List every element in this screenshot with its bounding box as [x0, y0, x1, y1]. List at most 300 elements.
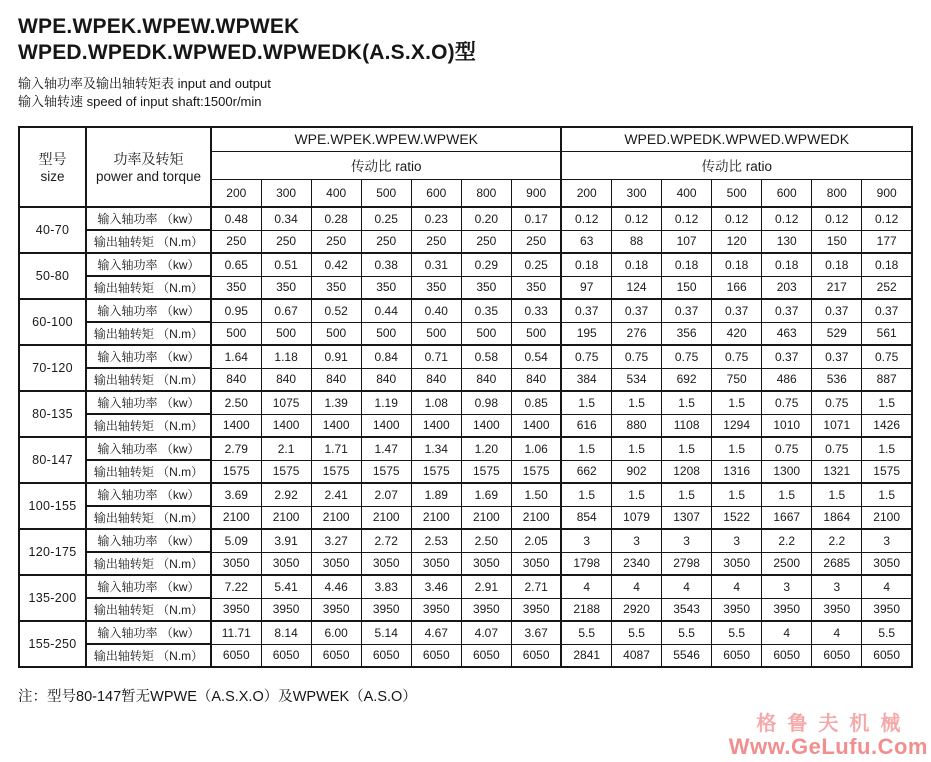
torque-value-cell: 854	[561, 506, 611, 529]
row-label-torque: 输出轴转矩 （N.m）	[86, 644, 211, 667]
torque-value-cell: 1400	[361, 414, 411, 437]
power-value-cell: 4	[862, 575, 912, 598]
torque-value-cell: 2100	[211, 506, 261, 529]
power-value-cell: 0.54	[511, 345, 561, 368]
size-cell: 100-155	[19, 483, 86, 529]
ratio-value-header: 600	[411, 179, 461, 207]
power-value-cell: 2.1	[261, 437, 311, 460]
power-value-cell: 1.5	[862, 437, 912, 460]
torque-value-cell: 2100	[511, 506, 561, 529]
row-label-torque: 输出轴转矩 （N.m）	[86, 276, 211, 299]
torque-value-cell: 2500	[762, 552, 812, 575]
col-header-power-torque-en: power and torque	[95, 168, 202, 184]
power-value-cell: 3	[862, 529, 912, 552]
power-value-cell: 1.5	[862, 391, 912, 414]
ratio-value-header: 500	[712, 179, 762, 207]
row-label-power: 输入轴功率 （kw）	[86, 621, 211, 644]
torque-value-cell: 6050	[812, 644, 862, 667]
power-value-cell: 0.18	[762, 253, 812, 276]
power-value-cell: 0.75	[762, 391, 812, 414]
torque-value-cell: 1316	[712, 460, 762, 483]
power-value-cell: 0.12	[662, 207, 712, 230]
torque-value-cell: 2340	[612, 552, 662, 575]
power-value-cell: 1.34	[411, 437, 461, 460]
torque-value-cell: 250	[261, 230, 311, 253]
power-value-cell: 2.05	[511, 529, 561, 552]
power-value-cell: 0.25	[511, 253, 561, 276]
power-value-cell: 4	[812, 621, 862, 644]
power-value-cell: 0.75	[612, 345, 662, 368]
power-value-cell: 2.07	[361, 483, 411, 506]
power-value-cell: 1.5	[812, 483, 862, 506]
torque-value-cell: 1575	[411, 460, 461, 483]
power-value-cell: 3	[662, 529, 712, 552]
power-value-cell: 3.69	[211, 483, 261, 506]
power-value-cell: 0.17	[511, 207, 561, 230]
power-value-cell: 3	[712, 529, 762, 552]
power-value-cell: 0.75	[812, 437, 862, 460]
watermark-url: Www.GeLufu.Com	[728, 733, 928, 759]
spec-table-head	[19, 127, 912, 207]
torque-value-cell: 1667	[762, 506, 812, 529]
torque-value-cell: 534	[612, 368, 662, 391]
torque-value-cell: 6050	[511, 644, 561, 667]
power-value-cell: 1.5	[612, 483, 662, 506]
torque-value-cell: 177	[862, 230, 912, 253]
power-value-cell: 1075	[261, 391, 311, 414]
torque-value-cell: 6050	[311, 644, 361, 667]
table-row	[19, 322, 912, 345]
torque-value-cell: 3050	[261, 552, 311, 575]
torque-value-cell: 6050	[411, 644, 461, 667]
torque-value-cell: 1575	[311, 460, 361, 483]
ratio-value-header: 900	[862, 179, 912, 207]
power-value-cell: 2.50	[461, 529, 511, 552]
power-value-cell: 1.06	[511, 437, 561, 460]
power-value-cell: 0.23	[411, 207, 461, 230]
torque-value-cell: 463	[762, 322, 812, 345]
power-value-cell: 0.35	[461, 299, 511, 322]
power-value-cell: 2.2	[762, 529, 812, 552]
power-value-cell: 5.5	[561, 621, 611, 644]
torque-value-cell: 500	[261, 322, 311, 345]
torque-value-cell: 3050	[311, 552, 361, 575]
power-value-cell: 4	[662, 575, 712, 598]
power-value-cell: 1.89	[411, 483, 461, 506]
power-value-cell: 2.79	[211, 437, 261, 460]
torque-value-cell: 840	[461, 368, 511, 391]
power-value-cell: 0.12	[812, 207, 862, 230]
table-row	[19, 506, 912, 529]
torque-value-cell: 3050	[862, 552, 912, 575]
power-value-cell: 0.18	[862, 253, 912, 276]
torque-value-cell: 2188	[561, 598, 611, 621]
col-header-power-torque-zh: 功率及转矩	[113, 150, 184, 167]
power-value-cell: 1.5	[561, 437, 611, 460]
ratio-value-header: 400	[311, 179, 361, 207]
col-header-size	[19, 127, 86, 207]
torque-value-cell: 350	[411, 276, 461, 299]
row-label-power: 输入轴功率 （kw）	[86, 345, 211, 368]
ratio-value-header: 200	[211, 179, 261, 207]
size-cell: 80-147	[19, 437, 86, 483]
watermark-text-zh: 格鲁夫机械	[756, 712, 912, 735]
power-value-cell: 1.5	[561, 391, 611, 414]
row-label-torque: 输出轴转矩 （N.m）	[86, 552, 211, 575]
torque-value-cell: 166	[712, 276, 762, 299]
torque-value-cell: 880	[612, 414, 662, 437]
power-value-cell: 1.5	[662, 391, 712, 414]
table-row	[19, 253, 912, 276]
power-value-cell: 3.27	[311, 529, 361, 552]
torque-value-cell: 840	[411, 368, 461, 391]
power-value-cell: 0.12	[612, 207, 662, 230]
power-value-cell: 2.53	[411, 529, 461, 552]
power-value-cell: 0.51	[261, 253, 311, 276]
size-cell: 135-200	[19, 575, 86, 621]
power-value-cell: 4.67	[411, 621, 461, 644]
ratio-value-header: 300	[612, 179, 662, 207]
ratio-value-header: 900	[511, 179, 561, 207]
power-value-cell: 0.40	[411, 299, 461, 322]
col-header-size-en: size	[40, 168, 65, 184]
torque-value-cell: 1522	[712, 506, 762, 529]
table-row	[19, 368, 912, 391]
power-value-cell: 0.75	[662, 345, 712, 368]
power-value-cell: 4	[762, 621, 812, 644]
power-value-cell: 2.72	[361, 529, 411, 552]
torque-value-cell: 3950	[862, 598, 912, 621]
torque-value-cell: 1300	[762, 460, 812, 483]
torque-value-cell: 692	[662, 368, 712, 391]
table-row	[19, 644, 912, 667]
row-label-torque: 输出轴转矩 （N.m）	[86, 598, 211, 621]
power-value-cell: 1.19	[361, 391, 411, 414]
table-row	[19, 391, 912, 414]
table-row	[19, 621, 912, 644]
power-value-cell: 0.37	[812, 299, 862, 322]
torque-value-cell: 500	[511, 322, 561, 345]
torque-value-cell: 840	[361, 368, 411, 391]
torque-value-cell: 150	[662, 276, 712, 299]
power-value-cell: 1.5	[561, 483, 611, 506]
page-subtitle-line2: 输入轴转速 speed of input shaft:1500r/min	[18, 94, 262, 109]
torque-value-cell: 1575	[511, 460, 561, 483]
torque-value-cell: 500	[461, 322, 511, 345]
torque-value-cell: 1208	[662, 460, 712, 483]
torque-value-cell: 4087	[612, 644, 662, 667]
table-row	[19, 207, 912, 230]
torque-value-cell: 1575	[461, 460, 511, 483]
power-value-cell: 0.42	[311, 253, 361, 276]
torque-value-cell: 2100	[361, 506, 411, 529]
torque-value-cell: 1575	[211, 460, 261, 483]
power-value-cell: 3.67	[511, 621, 561, 644]
power-value-cell: 0.31	[411, 253, 461, 276]
power-value-cell: 0.58	[461, 345, 511, 368]
power-value-cell: 1.71	[311, 437, 361, 460]
torque-value-cell: 6050	[712, 644, 762, 667]
power-value-cell: 3	[561, 529, 611, 552]
power-value-cell: 0.95	[211, 299, 261, 322]
section-header-wped: WPED.WPEDK.WPWED.WPWEDK	[561, 127, 912, 151]
torque-value-cell: 250	[461, 230, 511, 253]
power-value-cell: 0.75	[712, 345, 762, 368]
size-cell: 40-70	[19, 207, 86, 253]
ratio-value-header: 800	[461, 179, 511, 207]
torque-value-cell: 1798	[561, 552, 611, 575]
col-header-power-torque	[86, 127, 211, 207]
power-value-cell: 0.98	[461, 391, 511, 414]
power-value-cell: 0.67	[261, 299, 311, 322]
torque-value-cell: 250	[361, 230, 411, 253]
torque-value-cell: 217	[812, 276, 862, 299]
torque-value-cell: 250	[311, 230, 361, 253]
watermark	[729, 713, 928, 759]
torque-value-cell: 3950	[511, 598, 561, 621]
row-label-power: 输入轴功率 （kw）	[86, 575, 211, 598]
torque-value-cell: 1400	[411, 414, 461, 437]
power-value-cell: 0.12	[762, 207, 812, 230]
torque-value-cell: 1108	[662, 414, 712, 437]
torque-value-cell: 120	[712, 230, 762, 253]
power-value-cell: 0.12	[712, 207, 762, 230]
size-cell: 60-100	[19, 299, 86, 345]
power-value-cell: 4	[712, 575, 762, 598]
power-value-cell: 0.84	[361, 345, 411, 368]
torque-value-cell: 1400	[211, 414, 261, 437]
power-value-cell: 1.69	[461, 483, 511, 506]
torque-value-cell: 750	[712, 368, 762, 391]
power-value-cell: 0.48	[211, 207, 261, 230]
power-value-cell: 2.50	[211, 391, 261, 414]
torque-value-cell: 1426	[862, 414, 912, 437]
torque-value-cell: 350	[511, 276, 561, 299]
row-label-power: 输入轴功率 （kw）	[86, 437, 211, 460]
table-row	[19, 552, 912, 575]
power-value-cell: 1.64	[211, 345, 261, 368]
power-value-cell: 0.20	[461, 207, 511, 230]
power-value-cell: 0.37	[762, 345, 812, 368]
row-label-torque: 输出轴转矩 （N.m）	[86, 368, 211, 391]
torque-value-cell: 887	[862, 368, 912, 391]
torque-value-cell: 203	[762, 276, 812, 299]
power-value-cell: 0.34	[261, 207, 311, 230]
spec-table-body	[19, 207, 912, 667]
power-value-cell: 1.5	[612, 391, 662, 414]
torque-value-cell: 2100	[311, 506, 361, 529]
torque-value-cell: 2100	[261, 506, 311, 529]
torque-value-cell: 350	[361, 276, 411, 299]
power-value-cell: 11.71	[211, 621, 261, 644]
table-row	[19, 414, 912, 437]
torque-value-cell: 500	[211, 322, 261, 345]
power-value-cell: 1.20	[461, 437, 511, 460]
torque-value-cell: 3050	[211, 552, 261, 575]
row-label-power: 输入轴功率 （kw）	[86, 253, 211, 276]
torque-value-cell: 1575	[361, 460, 411, 483]
footnote: 注：型号80-147暂无WPWE（A.S.X.O）及WPWEK（A.S.O）	[18, 689, 417, 705]
torque-value-cell: 1400	[261, 414, 311, 437]
power-value-cell: 2.41	[311, 483, 361, 506]
torque-value-cell: 350	[311, 276, 361, 299]
torque-value-cell: 662	[561, 460, 611, 483]
torque-value-cell: 3950	[411, 598, 461, 621]
torque-value-cell: 1307	[662, 506, 712, 529]
power-value-cell: 3.91	[261, 529, 311, 552]
torque-value-cell: 3950	[461, 598, 511, 621]
torque-value-cell: 840	[211, 368, 261, 391]
size-cell: 155-250	[19, 621, 86, 667]
torque-value-cell: 150	[812, 230, 862, 253]
torque-value-cell: 1079	[612, 506, 662, 529]
row-label-torque: 输出轴转矩 （N.m）	[86, 322, 211, 345]
power-value-cell: 4.07	[461, 621, 511, 644]
power-value-cell: 0.71	[411, 345, 461, 368]
table-row	[19, 345, 912, 368]
torque-value-cell: 840	[511, 368, 561, 391]
row-label-power: 输入轴功率 （kw）	[86, 529, 211, 552]
row-label-power: 输入轴功率 （kw）	[86, 207, 211, 230]
power-value-cell: 0.52	[311, 299, 361, 322]
power-value-cell: 0.75	[862, 345, 912, 368]
ratio-value-header: 600	[762, 179, 812, 207]
table-row	[19, 529, 912, 552]
torque-value-cell: 3543	[662, 598, 712, 621]
torque-value-cell: 107	[662, 230, 712, 253]
title-block	[18, 14, 913, 111]
torque-value-cell: 3950	[712, 598, 762, 621]
page-title-line1: WPE.WPEK.WPEW.WPWEK	[18, 15, 300, 38]
power-value-cell: 2.92	[261, 483, 311, 506]
page-title-line2: WPED.WPEDK.WPWED.WPWEDK(A.S.X.O)型	[18, 41, 477, 64]
row-label-power: 输入轴功率 （kw）	[86, 483, 211, 506]
torque-value-cell: 3950	[261, 598, 311, 621]
torque-value-cell: 252	[862, 276, 912, 299]
ratio-value-header: 500	[361, 179, 411, 207]
power-value-cell: 5.5	[612, 621, 662, 644]
size-cell: 120-175	[19, 529, 86, 575]
power-value-cell: 5.5	[862, 621, 912, 644]
size-cell: 70-120	[19, 345, 86, 391]
torque-value-cell: 3050	[361, 552, 411, 575]
power-value-cell: 0.91	[311, 345, 361, 368]
torque-value-cell: 350	[261, 276, 311, 299]
table-row	[19, 598, 912, 621]
torque-value-cell: 2798	[662, 552, 712, 575]
table-row	[19, 575, 912, 598]
torque-value-cell: 97	[561, 276, 611, 299]
power-value-cell: 5.5	[712, 621, 762, 644]
torque-value-cell: 3950	[311, 598, 361, 621]
torque-value-cell: 500	[411, 322, 461, 345]
power-value-cell: 7.22	[211, 575, 261, 598]
table-row	[19, 276, 912, 299]
torque-value-cell: 3050	[411, 552, 461, 575]
torque-value-cell: 3050	[461, 552, 511, 575]
torque-value-cell: 1071	[812, 414, 862, 437]
torque-value-cell: 1294	[712, 414, 762, 437]
power-value-cell: 3.46	[411, 575, 461, 598]
power-value-cell: 1.18	[261, 345, 311, 368]
power-value-cell: 1.39	[311, 391, 361, 414]
power-value-cell: 3.83	[361, 575, 411, 598]
torque-value-cell: 356	[662, 322, 712, 345]
torque-value-cell: 6050	[461, 644, 511, 667]
power-value-cell: 0.18	[561, 253, 611, 276]
torque-value-cell: 3950	[812, 598, 862, 621]
power-value-cell: 4	[612, 575, 662, 598]
torque-value-cell: 902	[612, 460, 662, 483]
power-value-cell: 6.00	[311, 621, 361, 644]
ratio-value-header: 800	[812, 179, 862, 207]
torque-value-cell: 350	[461, 276, 511, 299]
table-row	[19, 437, 912, 460]
torque-value-cell: 840	[311, 368, 361, 391]
torque-value-cell: 3050	[511, 552, 561, 575]
power-value-cell: 0.25	[361, 207, 411, 230]
power-value-cell: 0.37	[612, 299, 662, 322]
power-value-cell: 1.5	[712, 483, 762, 506]
power-value-cell: 0.75	[812, 391, 862, 414]
torque-value-cell: 500	[311, 322, 361, 345]
row-label-power: 输入轴功率 （kw）	[86, 299, 211, 322]
ratio-value-header: 400	[662, 179, 712, 207]
torque-value-cell: 500	[361, 322, 411, 345]
torque-value-cell: 276	[612, 322, 662, 345]
size-cell: 50-80	[19, 253, 86, 299]
power-value-cell: 8.14	[261, 621, 311, 644]
power-value-cell: 1.50	[511, 483, 561, 506]
torque-value-cell: 2100	[411, 506, 461, 529]
power-value-cell: 0.44	[361, 299, 411, 322]
torque-value-cell: 2100	[461, 506, 511, 529]
torque-value-cell: 250	[211, 230, 261, 253]
power-value-cell: 4.46	[311, 575, 361, 598]
torque-value-cell: 1400	[461, 414, 511, 437]
power-value-cell: 1.47	[361, 437, 411, 460]
power-value-cell: 0.37	[812, 345, 862, 368]
ratio-value-header: 200	[561, 179, 611, 207]
torque-value-cell: 840	[261, 368, 311, 391]
power-value-cell: 0.18	[812, 253, 862, 276]
torque-value-cell: 1400	[311, 414, 361, 437]
torque-value-cell: 1575	[261, 460, 311, 483]
torque-value-cell: 1575	[862, 460, 912, 483]
torque-value-cell: 130	[762, 230, 812, 253]
power-value-cell: 0.37	[862, 299, 912, 322]
torque-value-cell: 486	[762, 368, 812, 391]
ratio-header-wped: 传动比 ratio	[561, 151, 912, 179]
power-value-cell: 0.12	[561, 207, 611, 230]
table-row	[19, 299, 912, 322]
power-value-cell: 1.5	[662, 483, 712, 506]
torque-value-cell: 3950	[211, 598, 261, 621]
power-value-cell: 0.38	[361, 253, 411, 276]
torque-value-cell: 6050	[211, 644, 261, 667]
torque-value-cell: 195	[561, 322, 611, 345]
row-label-power: 输入轴功率 （kw）	[86, 391, 211, 414]
power-value-cell: 5.5	[662, 621, 712, 644]
torque-value-cell: 2920	[612, 598, 662, 621]
row-label-torque: 输出轴转矩 （N.m）	[86, 230, 211, 253]
power-value-cell: 1.5	[712, 391, 762, 414]
page-subtitle-line1: 输入轴功率及输出轴转矩表 input and output	[18, 76, 271, 91]
power-value-cell: 0.75	[561, 345, 611, 368]
power-value-cell: 3	[762, 575, 812, 598]
size-cell: 80-135	[19, 391, 86, 437]
torque-value-cell: 124	[612, 276, 662, 299]
